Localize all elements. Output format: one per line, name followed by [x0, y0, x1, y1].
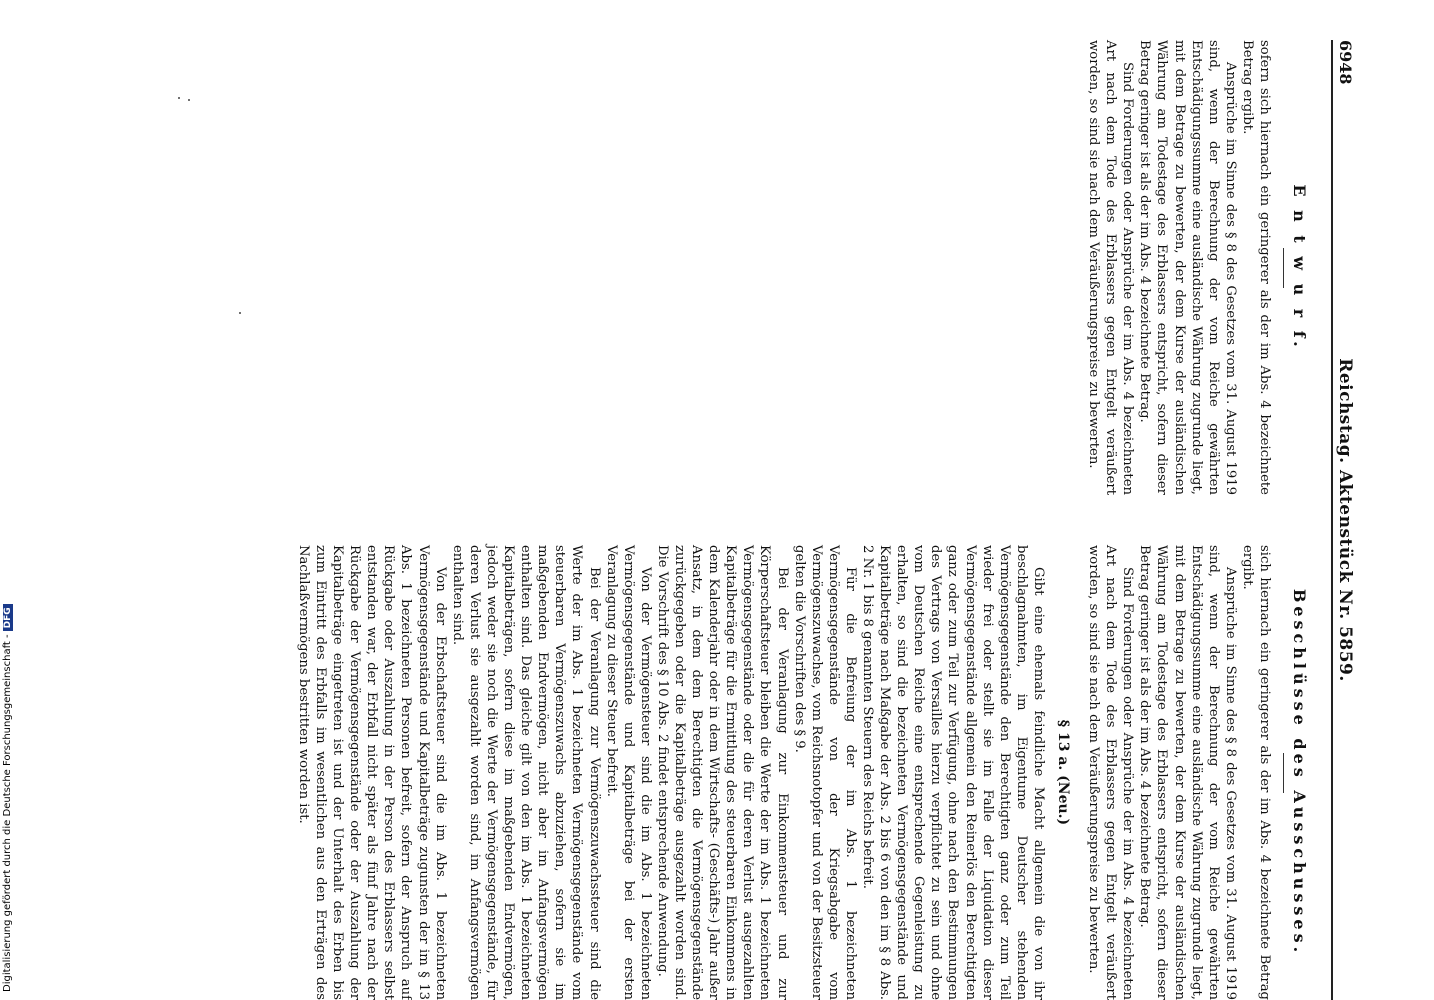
scan-speck [178, 97, 180, 99]
paragraph: sich hiernach ein geringerer als der im Abs. 4 bezeichnete Betrag ergibt. [1239, 545, 1272, 1000]
digitization-sidebar [0, 0, 20, 1000]
paragraph: Bei der Veranlagung zur Einkommensteuer und zur Körperschaftsteuer bleiben die Werte der im Abs. 1 bezeichneten Vermögensgegenstände oder die für deren Verlust ausgezahlten Kapitalbeträge für die Ermittlung des steuerbaren Einkommens in dem Kalenderjahr oder in dem Wirtschafts- (Geschäfts-) Jahr außer Ansatz, in dem dem Berechtigten die Vermögensgegenstände zurückgegeben oder die Kapitalbeträge ausgezahlt worden sind. Die Vorschrift des § 10 Abs. 2 findet entsprechende Anwendung. [654, 545, 790, 1000]
paragraph: Ansprüche im Sinne des § 8 des Gesetzes vom 31. August 1919 sind, wenn der Berechnung der vom Reiche gewährten Entschädigungssumme eine ausländische Währung zugrunde liegt, mit dem Betrage zu bewerten, der dem Kurse der ausländischen Währung am Todestage des Erblassers entspricht, sofern dieser Betrag geringer ist als der im Abs. 4 bezeichnete Betrag. [1137, 545, 1238, 1000]
paragraph: Ansprüche im Sinne des § 8 des Gesetzes vom 31. August 1919 sind, wenn der Berechnung der vom Reiche gewährten Entschädigungssumme eine ausländische Währung zugrunde liegt, mit dem Betrage zu bewerten, der dem Kurse der ausländischen Währung am Todestage des Erblassers entspricht, sofern dieser Betrag geringer ist als der im Abs. 4 bezeichnete Betrag. [1137, 40, 1238, 495]
paragraph: Sind Forderungen oder Ansprüche der im Abs. 4 bezeichneten Art nach dem Tode des Erblassers gegen Entgelt veräußert worden, so sind sie nach dem Veräußerungspreise zu bewerten. [1086, 545, 1136, 1000]
page-title: Reichstag. Aktenstück Nr. 5859. [1335, 358, 1355, 682]
section-heading: § 13 a. (Neu.) [1054, 719, 1071, 826]
paragraph: sofern sich hiernach ein geringerer als der im Abs. 4 bezeichnete Betrag ergibt. [1239, 40, 1272, 495]
left-column [1085, 40, 1315, 495]
digitization-credit [2, 592, 13, 992]
paragraph: Gibt eine ehemals feindliche Macht allgemein die von ihr beschlagnahmten, im Eigentume Deutscher stehenden Vermögensgegenstände den Berechtigten ganz oder zum Teil wieder frei oder stellt sie im Falle der Liquidation dieser Vermögensgegenstände allgemein den Reinerlös den Berechtigten ganz oder zum Teil zur Verfügung, ohne nach den Bestimmungen des Vertrags von Versailles hierzu verpflichtet zu sein und ohne vom Deutschen Reiche eine entsprechende Gegenleistung zu erhalten, so sind die bezeichneten Vermögensgegenstände und Kapitalbeträge nach Maßgabe der Abs. 2 bis 6 von den im § 8 Abs. 2 Nr. 1 bis 8 genannten Steuern des Reichs befreit. [860, 545, 1046, 1000]
scan-speck [188, 99, 190, 101]
paragraph: Bei der Veranlagung zur Vermögenszuwachssteuer sind die Werte der im Abs. 1 bezeichneten Vermögensgegenstände vom steuerbaren Vermögenszuwachs abzuziehen, sofern sie im maßgebenden Endvermögen, nicht aber im Anfangsvermögen enthalten sind. Das gleiche gilt von den im Abs. 1 bezeichneten Kapitalbeträgen, sofern diese im maßgebenden Endvermögen, jedoch weder sie noch die Werte der Vermögensgegenstände, für deren Verlust sie ausgezahlt worden sind, im Anfangsvermögen enthalten sind. [449, 545, 602, 1000]
right-column-title: Beschlüsse des Ausschusses. [1290, 588, 1309, 957]
header-rule [1331, 40, 1333, 1000]
page-header [1319, 40, 1355, 1000]
dfg-logo: DFG [3, 604, 13, 631]
left-title-rule [1283, 248, 1284, 288]
credit-text: Digitalisierung gefördert durch die Deutsche Forschungsgemeinschaft - [2, 634, 13, 992]
paragraph: Von der Vermögensteuer sind die im Abs. 1 bezeichneten Vermögensgegenstände und Kapitalbeträge bei der ersten Veranlagung zu dieser Steuer befreit. [603, 545, 653, 1000]
right-title-rule [1283, 753, 1284, 793]
paragraph: Sind Forderungen oder Ansprüche der im Abs. 4 bezeichneten Art nach dem Tode des Erblassers gegen Entgelt veräußert worden, so sind sie nach dem Veräußerungspreise zu bewerten. [1086, 40, 1136, 495]
page-number: 6948 [1336, 40, 1355, 85]
document-page [25, 40, 1355, 1000]
scan-speck [239, 312, 241, 314]
right-column [295, 545, 1315, 1000]
paragraph: Für die Befreiung der im Abs. 1 bezeichneten Vermögensgegenstände von der Kriegsabgabe vom Vermögenszuwachse, vom Reichsnotopfer und von der Besitzsteuer gelten die Vorschriften des § 9. [791, 545, 858, 1000]
left-column-title: E n t w u r f. [1290, 184, 1309, 351]
paragraph: Von der Erbschaftsteuer sind die im Abs. 1 bezeichneten Vermögensgegenstände und Kapitalbeträge zugunsten der im § 13 Abs. 1 bezeichneten Personen befreit, sofern der Anspruch auf Rückgabe oder Auszahlung in der Person des Erblassers selbst entstanden war, der Erbfall nicht später als fünf Jahre nach der Rückgabe der Vermögensgegenstände oder der Auszahlung der Kapitalbeträge eingetreten ist und der Unterhalt des Erben bis zum Eintritt des Erbfalls im wesentlichen aus den Erträgen des Nachlaßvermögens bestritten worden ist. [295, 545, 448, 1000]
